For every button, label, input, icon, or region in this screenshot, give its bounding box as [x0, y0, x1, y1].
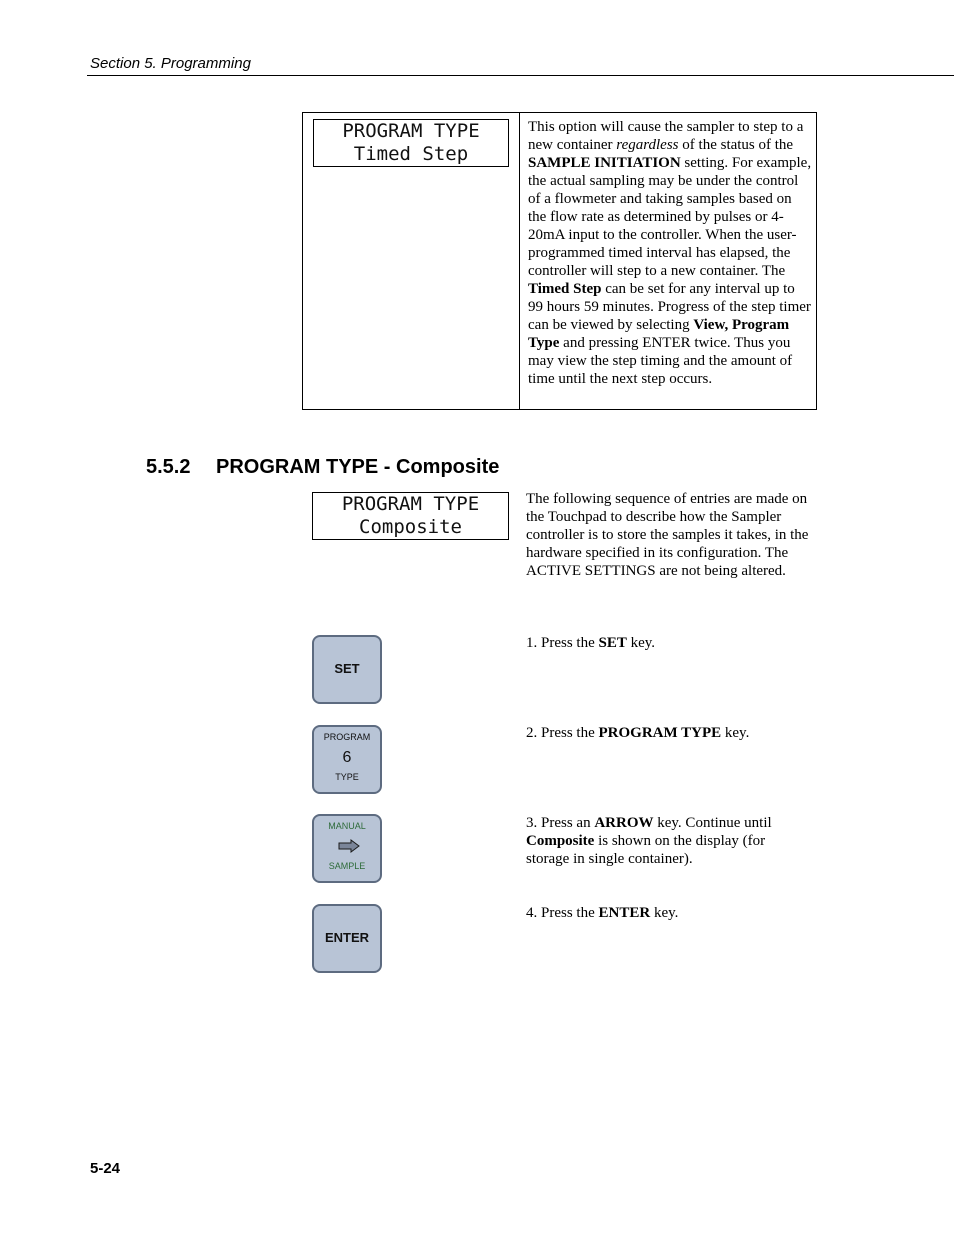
- text-run: of the status of the: [678, 137, 794, 153]
- text-run: key.: [650, 905, 679, 921]
- program-type-key-button[interactable]: [312, 725, 382, 794]
- text-run: 4. Press the: [526, 905, 599, 921]
- text-run: 3. Press an: [526, 815, 595, 831]
- text-run: This option will cause the sampler to step to a new container: [528, 119, 804, 153]
- text-bold: PROGRAM TYPE: [598, 725, 722, 741]
- text-run: is shown on the display (for storage in single container).: [526, 833, 766, 867]
- text-run: and pressing ENTER twice. Thus you may view the step timing and the amount of time until the next step occurs.: [528, 335, 793, 387]
- step-1-text: [526, 634, 811, 652]
- set-key-button[interactable]: [312, 635, 382, 704]
- text-run: key.: [721, 725, 750, 741]
- running-header: Section 5. Programming: [90, 55, 251, 72]
- text-run: setting. For example, the actual sampling may be under the control of a flowmeter and taking samples based on the flow rate as determined by pulses or 4-20mA input to the controller. When the user-programmed timed interval has elapsed, the controller will step to a new container. The: [528, 155, 812, 279]
- text-run: can be set for any interval up to 99 hours 59 minutes. Progress of the step timer can be viewed by selecting: [528, 281, 811, 333]
- program-key-top-label: PROGRAM: [323, 732, 371, 742]
- text-bold: Composite: [526, 833, 595, 849]
- enter-key-label: ENTER: [324, 930, 370, 945]
- section-title: PROGRAM TYPE - Composite: [216, 456, 500, 478]
- header-rule: [87, 75, 954, 76]
- step-4-text: [526, 904, 811, 922]
- lcd-line-2: Timed Step: [353, 143, 469, 165]
- text-run: key.: [626, 635, 656, 651]
- enter-key-button[interactable]: [312, 904, 382, 973]
- page-number: 5-24: [90, 1160, 121, 1177]
- table-divider: [519, 113, 520, 409]
- manual-key-label: MANUAL: [328, 821, 366, 831]
- text-run: 2. Press the: [526, 725, 599, 741]
- program-key-number: 6: [342, 749, 352, 766]
- section-heading: [146, 456, 499, 479]
- lcd-display-timed-step: [313, 119, 509, 167]
- timed-step-table: [302, 112, 817, 410]
- text-bold: SET: [598, 635, 627, 651]
- arrow-key-button[interactable]: [312, 814, 382, 883]
- arrow-right-icon: [338, 839, 360, 853]
- step-2-text: [526, 724, 811, 742]
- lcd-display-composite: [312, 492, 509, 540]
- lcd-line-1: PROGRAM TYPE: [342, 120, 480, 142]
- lcd-line-2: Composite: [359, 516, 462, 538]
- section-number: 5.5.2: [146, 456, 191, 478]
- text-bold: SAMPLE INITIATION: [528, 155, 681, 171]
- text-bold: ENTER: [598, 905, 651, 921]
- text-bold: Timed Step: [528, 281, 602, 297]
- composite-intro: The following sequence of entries are made on the Touchpad to describe how the Sampler controller is to store the samples it takes, in the hardware specified in its configuration. The ACTIVE SETTINGS are not being altered.: [526, 491, 809, 579]
- sample-key-label: SAMPLE: [328, 861, 366, 871]
- text-italic: regardless: [616, 137, 679, 153]
- text-bold: ARROW: [594, 815, 654, 831]
- set-key-label: SET: [334, 661, 360, 676]
- timed-step-description: [528, 118, 812, 388]
- text-run: 1. Press the: [526, 635, 599, 651]
- step-3-text: [526, 814, 811, 868]
- lcd-line-1: PROGRAM TYPE: [341, 493, 480, 515]
- program-key-bottom-label: TYPE: [335, 772, 359, 782]
- text-run: key. Continue until: [653, 815, 772, 831]
- text-bold: View, Program Type: [528, 317, 790, 351]
